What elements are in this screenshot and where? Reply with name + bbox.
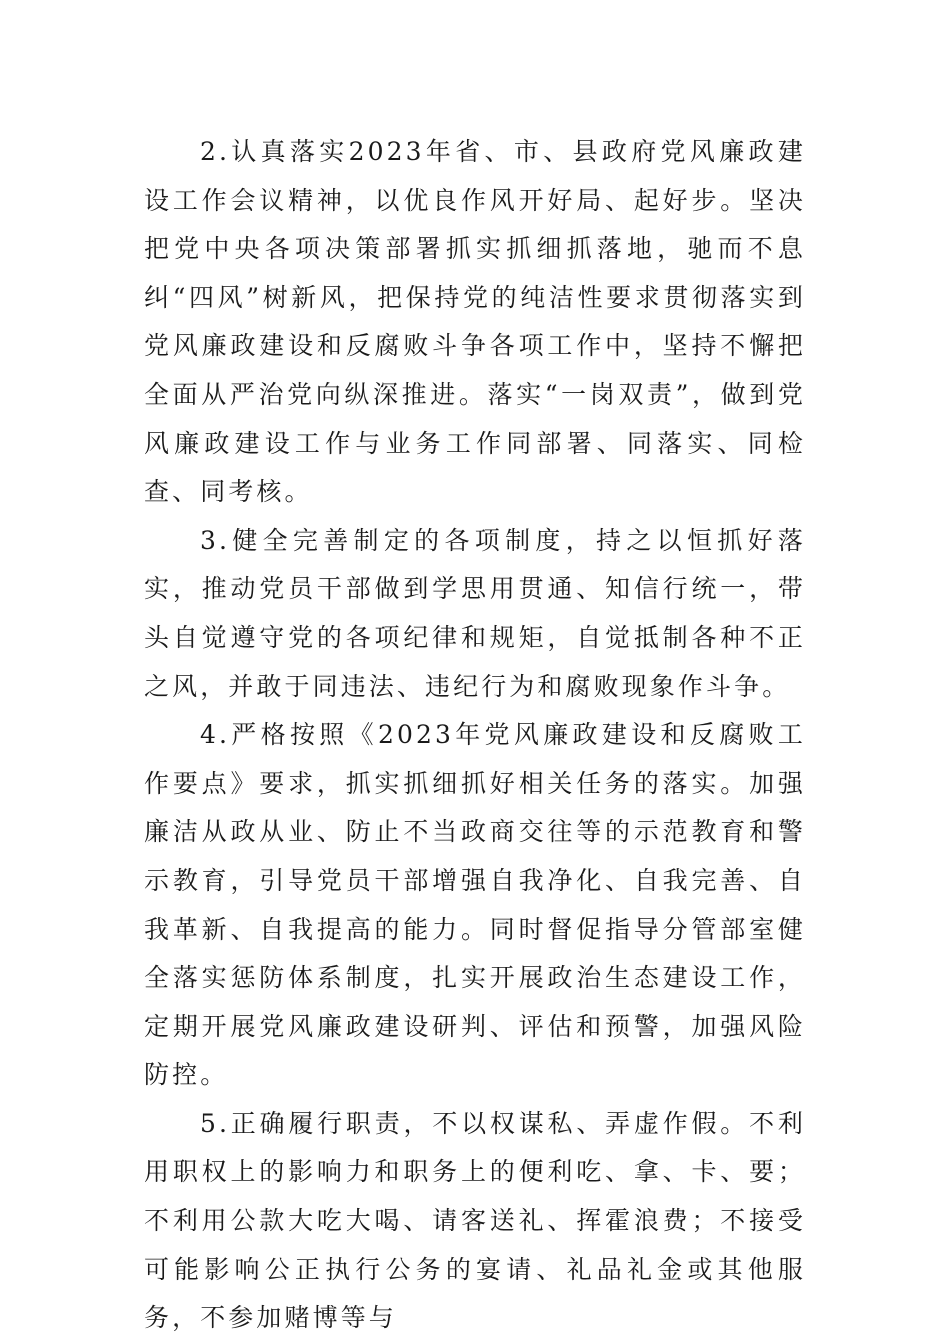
paragraph-item-3: 3.健全完善制定的各项制度，持之以恒抓好落实，推动党员干部做到学思用贯通、知信行统一，带头自觉遵守党的各项纪律和规矩，自觉抵制各种不正之风，并敢于同违法、违纪行为和腐败现象作斗争。 xyxy=(144,525,806,701)
paragraph-item-4: 4.严格按照《2023年党风廉政建设和反腐败工作要点》要求，抓实抓细抓好相关任务的落实。加强廉洁从政从业、防止不当政商交往等的示范教育和警示教育，引导党员干部增强自我净化、自我完善、自我革新、自我提高的能力。同时督促指导分管部室健全落实惩防体系制度，扎实开展政治生态建设工作，定期开展党风廉政建设研判、评估和预警，加强风险防控。 xyxy=(144,720,806,1090)
paragraph-item-2: 2.认真落实2023年省、市、县政府党风廉政建设工作会议精神，以优良作风开好局、起好步。坚决把党中央各项决策部署抓实抓细抓落地，驰而不息纠“四风”树新风，把保持党的纯洁性要求贯彻落实到党风廉政建设和反腐败斗争各项工作中，坚持不懈把全面从严治党向纵深推进。落实“一岗双责”，做到党风廉政建设工作与业务工作同部署、同落实、同检查、同考核。 xyxy=(144,137,806,507)
paragraph-item-5: 5.正确履行职责，不以权谋私、弄虚作假。不利用职权上的影响力和职务上的便利吃、拿、卡、要；不利用公款大吃大喝、请客送礼、挥霍浪费；不接受可能影响公正执行公务的宴请、礼品礼金或其他服务，不参加赌博等与 xyxy=(144,1108,806,1333)
document-body xyxy=(144,128,806,1343)
